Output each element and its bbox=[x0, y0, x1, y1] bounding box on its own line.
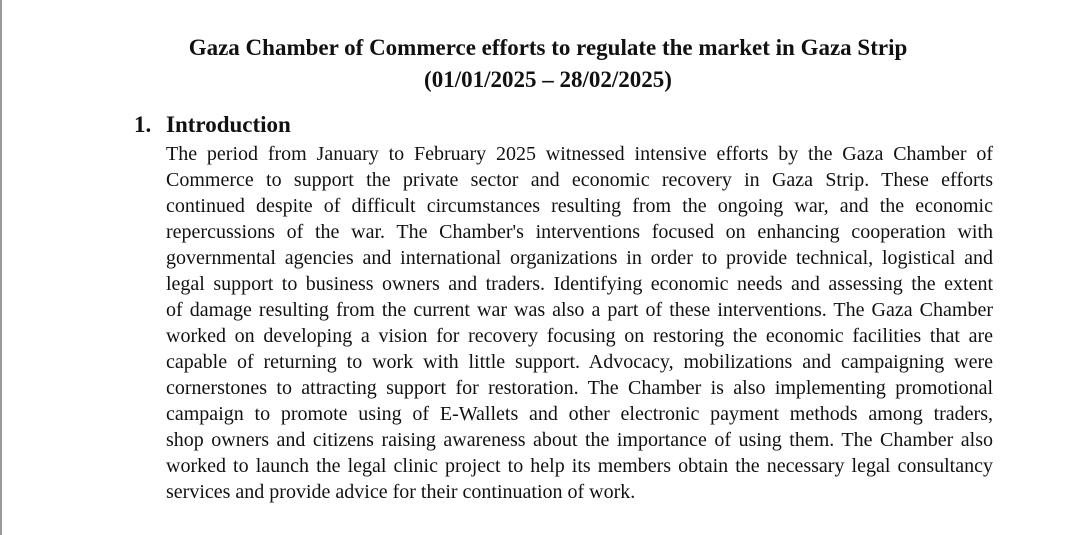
document-date-range: (01/01/2025 – 28/02/2025) bbox=[424, 67, 672, 92]
document-title: Gaza Chamber of Commerce efforts to regulate the market in Gaza Strip bbox=[188, 35, 908, 60]
section-number: 1. bbox=[134, 112, 152, 137]
paragraph-line: cornerstones to attracting support for restoration. The Chamber is also implementing promotional bbox=[166, 377, 993, 399]
paragraph-line: campaign to promote using of E-Wallets and other electronic payment methods among traders, bbox=[166, 403, 993, 425]
introduction-paragraph bbox=[166, 141, 993, 505]
paragraph-line: shop owners and citizens raising awareness about the importance of using them. The Chamber also bbox=[166, 429, 993, 451]
paragraph-line: governmental agencies and international organizations in order to provide technical, logistical and bbox=[166, 247, 993, 269]
paragraph-line: of damage resulting from the current war was also a part of these interventions. The Gaza Chamber bbox=[166, 299, 993, 321]
paragraph-line: The period from January to February 2025 witnessed intensive efforts by the Gaza Chamber of bbox=[166, 143, 993, 165]
paragraph-line: worked on developing a vision for recovery focusing on restoring the economic facilities that are bbox=[166, 325, 993, 347]
paragraph-line: worked to launch the legal clinic project to help its members obtain the necessary legal consultancy bbox=[166, 455, 993, 477]
paragraph-line: legal support to business owners and traders. Identifying economic needs and assessing the extent bbox=[166, 273, 993, 295]
paragraph-line: Commerce to support the private sector and economic recovery in Gaza Strip. These efforts bbox=[166, 169, 993, 191]
paragraph-line: continued despite of difficult circumstances resulting from the ongoing war, and the economic bbox=[166, 195, 993, 217]
section-title: Introduction bbox=[166, 112, 291, 137]
paragraph-line: repercussions of the war. The Chamber's interventions focused on enhancing cooperation with bbox=[166, 221, 993, 243]
paragraph-line: capable of returning to work with little support. Advocacy, mobilizations and campaigning were bbox=[166, 351, 993, 373]
section-heading-introduction bbox=[134, 110, 291, 140]
paragraph-line: services and provide advice for their continuation of work. bbox=[166, 481, 636, 503]
